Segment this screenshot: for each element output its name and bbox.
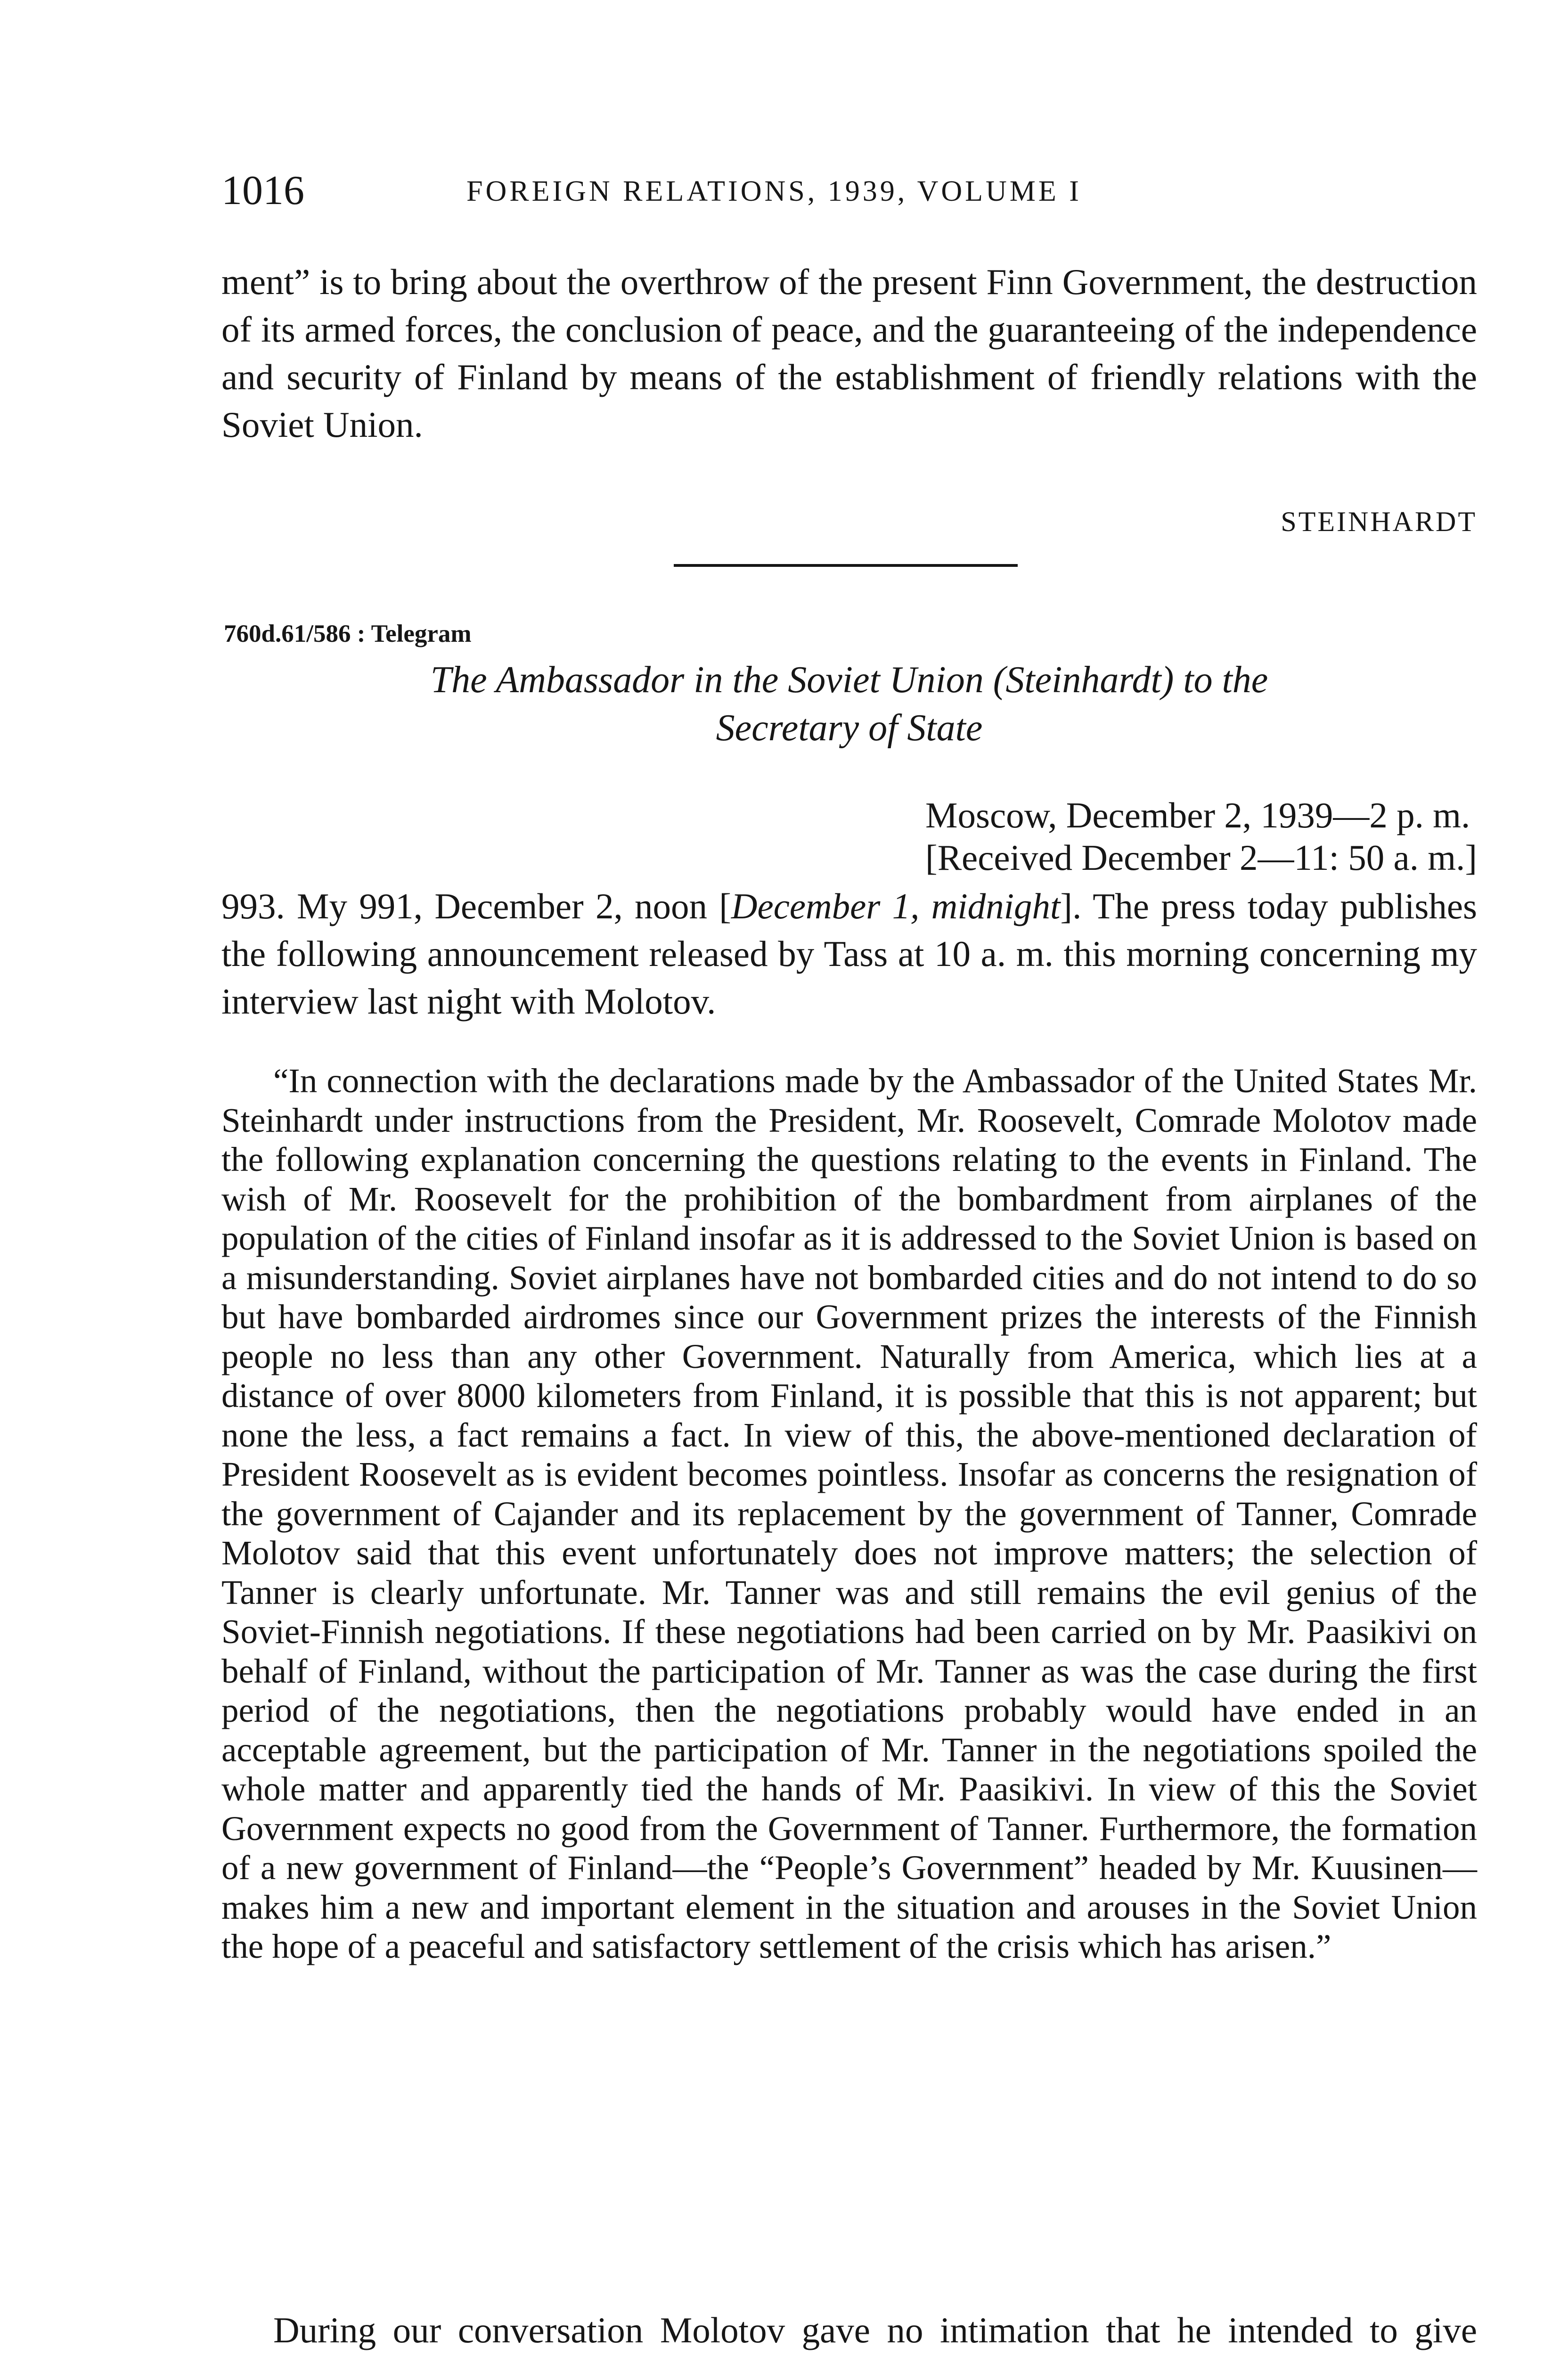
document-title-line-1: The Ambassador in the Soviet Union (Steinhardt) to the — [430, 659, 1268, 701]
running-title: FOREIGN RELATIONS, 1939, VOLUME I — [466, 175, 1082, 207]
continuation-paragraph: ment” is to bring about the overthrow of the present Finn Government, the destruction of its armed forces, the conclusion of peace, and the guaranteeing of the independence and security of Finland by means of the establishment of friendly relations with the Soviet Union. — [221, 262, 1477, 445]
received-line: [Received December 2—11: 50 a. m.] — [925, 837, 1477, 878]
continuation-section — [221, 258, 1477, 449]
document-title-line-2: Secretary of State — [716, 707, 983, 749]
file-reference: 760d.61/586 : Telegram — [224, 620, 472, 647]
intro-paragraph — [221, 883, 1477, 1025]
intro-text-start: 993. My 991, December 2, noon [ — [221, 886, 731, 926]
quoted-announcement-section — [221, 1061, 1477, 1966]
closing-paragraph: During our conversation Molotov gave no intimation that he intended to give — [273, 2310, 1477, 2350]
page-number: 1016 — [221, 168, 304, 213]
telegram-intro-section — [221, 883, 1477, 1025]
dateline: Moscow, December 2, 1939—2 p. m. — [925, 795, 1470, 835]
section-divider — [674, 564, 1018, 567]
intro-text-end: ]. The press today publishes the following announcement released by Tass at 10 a. m. this morning concerning my interview last night with Molotov. — [221, 886, 1477, 1022]
signature-1 — [1281, 503, 1477, 540]
running-head — [221, 165, 1475, 221]
signature-text: STEINHARDT — [1281, 506, 1477, 537]
document-title — [221, 656, 1477, 752]
closing-section — [221, 2307, 1477, 2356]
intro-italic-date: December 1, midnight — [731, 886, 1061, 926]
quoted-announcement: “In connection with the declarations made by the Ambassador of the United States Mr. Steinhardt under instructions from the President, Mr. Roosevelt, Comrade Molotov made the following explanation concerning the questions relating to the events in Finland. The wish of Mr. Roosevelt for the prohibition of the bombardment from airplanes of the population of the cities of Finland insofar as it is addressed to the Soviet Union is based on a misunderstanding. Soviet airplanes have not bombarded cities and do not intend to do so but have bombarded airdromes since our Government prizes the interests of the Finnish people no less than any other Government. Naturally from America, which lies at a distance of over 8000 kilometers from Finland, it is possible that this is not apparent; but none the less, a fact remains a fact. In view of this, the above-mentioned declaration of President Roosevelt as is evident becomes pointless. Insofar as concerns the resignation of the government of Cajander and its replacement by the government of Tanner, Comrade Molotov said that this event unfortunately does not improve matters; the selection of Tanner is clearly unfortunate. Mr. Tanner was and still remains the evil genius of the Soviet-Finnish negotiations. If these negotiations had been carried on by Mr. Paasikivi on behalf of Finland, without the participation of Mr. Tanner as was the case during the first period of the negotiations, then the negotiations probably would have ended in an acceptable agreement, but the participation of Mr. Tanner in the negotiations spoiled the whole matter and apparently tied the hands of Mr. Paasikivi. In view of this the Soviet Government expects no good from the Government of Tanner. Furthermore, the formation of a new government of Finland—the “People’s Government” headed by Mr. Kuusinen—makes him a new and important element in the situation and arouses in the Soviet Union the hope of a peaceful and satisfactory settlement of the crisis which has arisen.” — [221, 1062, 1477, 1965]
dateline-block — [925, 794, 1477, 879]
